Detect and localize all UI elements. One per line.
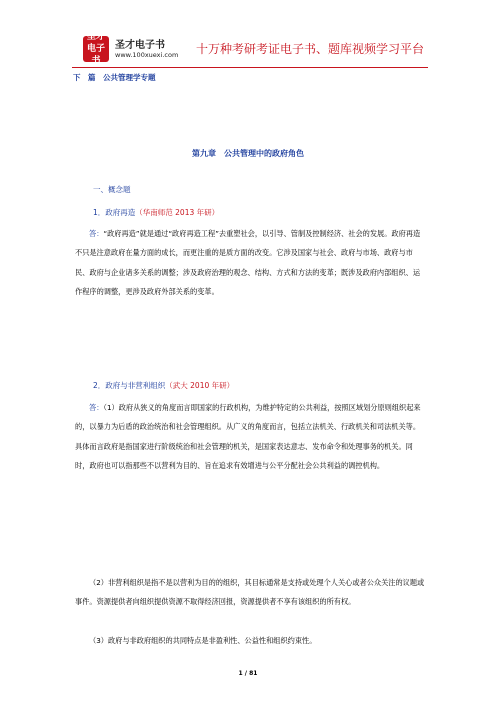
answer-lead: 答： [89,403,104,412]
header-slogan: 十万种考研考证电子书、题库视频学习平台 [196,42,425,56]
question-2-label: 2．政府与非营利组织 [93,381,166,390]
brand-url[interactable]: www.100xuexi.com [115,51,179,59]
brand-name: 圣才电子书 [115,40,165,51]
question-1-label: 1．政府再造 [93,208,136,217]
question-2-source: （武大 2010 年研） [165,381,235,390]
question-2-answer-p1 [75,398,425,476]
question-2-title [93,380,234,391]
section-title: 下 篇 公共管理学专题 [73,73,156,82]
header-divider [72,67,428,68]
question-2-answer-p1-text: （1）政府从狭义的角度而言即国家的行政机构，为维护特定的公共利益，按照区域划分原则组织起来的，以暴力为后盾的政治统治和社会管理组织。从广义的角度而言，包括立法机关、行政机关和司法机关等。具体而言政府是指国家进行阶级统治和社会管理的机关，是国家表达意志、发布命令和处理事务的机关。同时，政府也可以指那些不以营利为目的、旨在追求有效增进与公平分配社会公共利益的调控机构。 [75,403,421,471]
brand-logo [83,32,109,66]
question-2-answer-p2: （2）非营利组织是指不是以营利为目的的组织，其目标通常是支持或处理个人关心或者公众关注的议题或事件。资源提供者向组织提供资源不取得经济回报，资源提供者不享有该组织的所有权。 [75,578,425,607]
logo-text-top: 圣才 [86,32,105,42]
logo-text-bottom: 电子书 [86,44,105,66]
question-1-answer-text: “政府再造”就是通过“政府再造工程”去重塑社会，以引导、管制及控制经济、社会的发展。政府再造不只是注意政府在量方面的成长，而更注重的是质方面的改变。它涉及国家与社会、政府与市场、政府与市民、政府与企业诸多关系的调整；涉及政府治理的观念、结构、方式和方法的变革；既涉及政府内部组织、运作程序的调整，更涉及政府外部关系的变革。 [75,229,421,297]
question-1-title [93,207,219,218]
page-header [0,0,496,66]
answer-lead: 答： [89,229,104,238]
question-2-answer-p3: （3）政府与非政府组织的共同特点是非盈利性、公益性和组织约束性。 [89,636,317,645]
chapter-title: 第九章 公共管理中的政府角色 [192,149,304,158]
question-1-answer [75,224,425,302]
heading-concepts: 一、概念题 [93,185,131,194]
question-1-source: （华南师范 2013 年研） [135,208,220,217]
page-number: 1 / 81 [238,670,258,677]
